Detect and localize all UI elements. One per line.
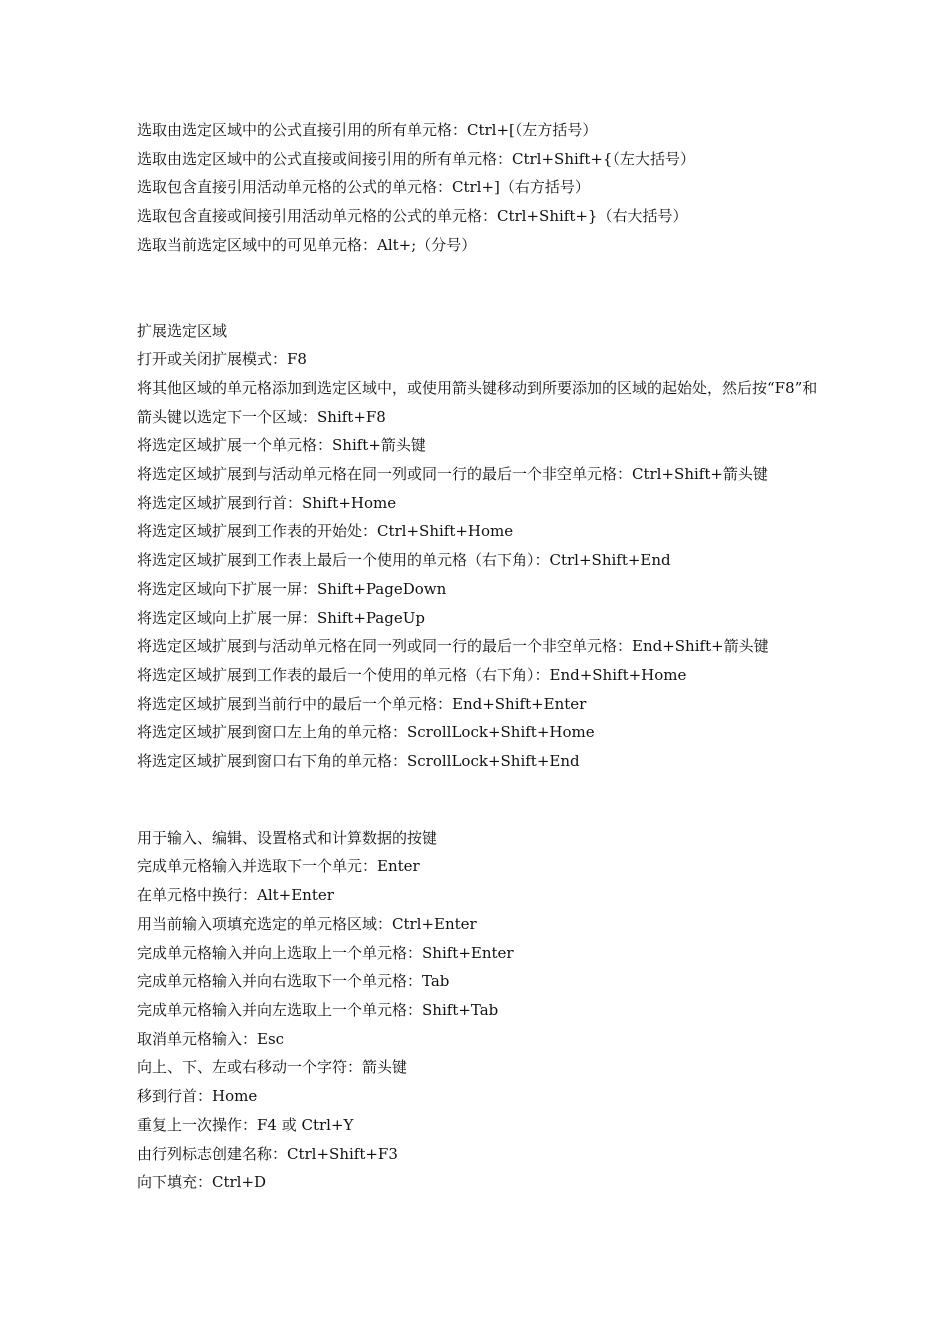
shortcut-line: 将选定区域扩展到当前行中的最后一个单元格：End+Shift+Enter xyxy=(137,694,587,713)
shortcut-line: 选取包含直接引用活动单元格的公式的单元格：Ctrl+]（右方括号） xyxy=(137,178,590,197)
shortcut-line: 将选定区域扩展到工作表上最后一个使用的单元格（右下角）：Ctrl+Shift+End xyxy=(137,551,671,570)
shortcut-line: 将选定区域扩展到窗口右下角的单元格：ScrollLock+Shift+End xyxy=(137,752,580,771)
shortcut-line: 重复上一次操作：F4 或 Ctrl+Y xyxy=(137,1115,354,1134)
section-extend-selection xyxy=(137,317,827,776)
shortcut-line: 将选定区域扩展到行首：Shift+Home xyxy=(137,493,397,512)
section-spacer xyxy=(137,260,827,317)
section-heading: 扩展选定区域 xyxy=(137,321,228,340)
shortcut-line: 将选定区域向下扩展一屏：Shift+PageDown xyxy=(137,579,447,598)
shortcut-line: 将其他区域的单元格添加到选定区域中，或使用箭头键移动到所要添加的区域的起始处，然后按“F8”和箭头键以选定下一个区域：Shift+F8 xyxy=(137,378,818,426)
section-spacer xyxy=(137,776,827,824)
shortcut-line: 将选定区域向上扩展一屏：Shift+PageUp xyxy=(137,608,425,627)
section-select-references xyxy=(137,116,827,260)
shortcut-line: 选取由选定区域中的公式直接或间接引用的所有单元格：Ctrl+Shift+{（左大括号） xyxy=(137,149,695,168)
shortcut-line: 用当前输入项填充选定的单元格区域：Ctrl+Enter xyxy=(137,914,477,933)
shortcut-line: 在单元格中换行：Alt+Enter xyxy=(137,886,334,905)
shortcut-line: 完成单元格输入并向左选取上一个单元格：Shift+Tab xyxy=(137,1000,499,1019)
shortcut-line: 向上、下、左或右移动一个字符：箭头键 xyxy=(137,1058,408,1077)
shortcut-line: 完成单元格输入并向右选取下一个单元格：Tab xyxy=(137,972,450,991)
shortcut-line: 将选定区域扩展到与活动单元格在同一列或同一行的最后一个非空单元格：Ctrl+Shift+箭头键 xyxy=(137,465,768,484)
document-body xyxy=(137,116,827,1197)
shortcut-line: 选取当前选定区域中的可见单元格：Alt+;（分号） xyxy=(137,235,477,254)
shortcut-line: 将选定区域扩展到工作表的开始处：Ctrl+Shift+Home xyxy=(137,522,514,541)
shortcut-line: 完成单元格输入并选取下一个单元：Enter xyxy=(137,857,420,876)
shortcut-line: 将选定区域扩展到工作表的最后一个使用的单元格（右下角）：End+Shift+Home xyxy=(137,665,687,684)
section-data-entry-keys xyxy=(137,824,827,1197)
shortcut-line: 将选定区域扩展到与活动单元格在同一列或同一行的最后一个非空单元格：End+Shift+箭头键 xyxy=(137,637,769,656)
shortcut-line: 打开或关闭扩展模式：F8 xyxy=(137,350,307,369)
shortcut-line: 向下填充：Ctrl+D xyxy=(137,1173,267,1192)
shortcut-line: 选取由选定区域中的公式直接引用的所有单元格：Ctrl+[（左方括号） xyxy=(137,121,598,139)
shortcut-line: 移到行首：Home xyxy=(137,1087,258,1106)
shortcut-line: 将选定区域扩展一个单元格：Shift+箭头键 xyxy=(137,436,426,455)
shortcut-line: 将选定区域扩展到窗口左上角的单元格：ScrollLock+Shift+Home xyxy=(137,723,595,742)
shortcut-line: 完成单元格输入并向上选取上一个单元格：Shift+Enter xyxy=(137,943,514,962)
shortcut-line: 取消单元格输入：Esc xyxy=(137,1029,285,1048)
shortcut-line: 由行列标志创建名称：Ctrl+Shift+F3 xyxy=(137,1144,398,1163)
section-heading: 用于输入、编辑、设置格式和计算数据的按键 xyxy=(137,828,438,847)
shortcut-line: 选取包含直接或间接引用活动单元格的公式的单元格：Ctrl+Shift+}（右大括号） xyxy=(137,207,688,226)
